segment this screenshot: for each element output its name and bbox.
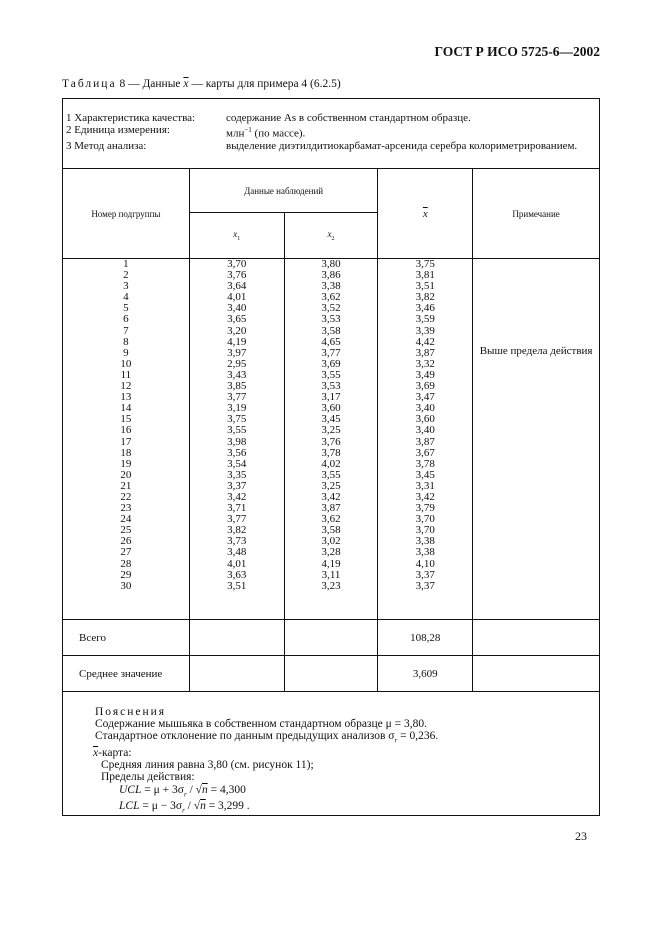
cell-x1: 4,01 <box>227 291 247 304</box>
cell-x2: 3,77 <box>321 346 341 359</box>
cell-xbar: 3,45 <box>415 468 435 481</box>
cell-xbar: 3,49 <box>415 368 435 381</box>
cell-x1: 3,40 <box>227 302 247 315</box>
characteristic-label: 1 Характеристика качества: <box>66 112 196 124</box>
cell-x1: 3,97 <box>227 346 247 359</box>
note-above-action-limit: Выше предела действия <box>479 345 593 357</box>
cell-x1: 3,56 <box>227 446 247 459</box>
header-mean: $\overline{x}$ <box>378 169 473 259</box>
notes-xbar-chart: $\overline{x}$-карта: <box>93 746 132 759</box>
cell-xbar: 3,59 <box>415 313 435 326</box>
cell-n: 4 <box>123 291 129 304</box>
header-note: Примечание <box>473 169 600 259</box>
cell-x2: 3,80 <box>321 258 341 270</box>
cell-n: 24 <box>120 513 132 526</box>
cell-x1: 3,73 <box>227 535 247 548</box>
cell-x1: 3,98 <box>227 435 247 448</box>
header-x2: $x_2$ <box>284 213 378 259</box>
cell-xbar: 3,47 <box>415 391 435 404</box>
cell-xbar: 3,87 <box>415 346 435 359</box>
characteristic-value: содержание As в собственном стандартном образце. <box>226 112 471 124</box>
cell-x2: 3,58 <box>321 324 341 337</box>
cell-x1: 3,76 <box>227 269 247 282</box>
cell-xbar: 3,42 <box>415 490 435 503</box>
cell-x2: 3,38 <box>321 280 341 293</box>
cell-x1: 3,42 <box>227 490 247 503</box>
cell-xbar: 3,37 <box>415 579 435 592</box>
cell-xbar: 3,38 <box>415 546 435 559</box>
cell-x2: 3,52 <box>321 302 341 315</box>
cell-xbar: 3,82 <box>415 291 435 304</box>
cell-x1: 3,19 <box>227 402 247 415</box>
unit-value: млн$^{-1}$ (по массе). <box>226 126 306 140</box>
cell-xbar: 3,81 <box>415 269 435 282</box>
explanations <box>95 706 438 817</box>
cell-xbar: 3,70 <box>415 513 435 526</box>
cell-x2: 3,69 <box>321 357 341 370</box>
cell-x2: 3,25 <box>321 424 341 437</box>
cell-n: 3 <box>123 280 129 293</box>
formula-ucl: UCL = $\mu + 3\sigma_r / √n = 4,300$ <box>119 783 246 798</box>
cell-x1: 4,19 <box>227 335 247 348</box>
cell-x2: 3,78 <box>321 446 341 459</box>
cell-xbar: 4,10 <box>415 557 435 570</box>
caption-prefix: Таблица <box>62 78 117 90</box>
cell-x2: 4,65 <box>321 335 341 348</box>
mean-label: Среднее значение <box>63 656 190 692</box>
cell-x1: 3,35 <box>227 468 247 481</box>
cell-xbar: 3,37 <box>415 568 435 581</box>
page-number: 23 <box>575 829 587 843</box>
cell-x2: 3,23 <box>321 579 341 592</box>
cell-x2: 3,17 <box>321 391 341 404</box>
cell-x2: 3,45 <box>321 413 341 426</box>
cell-n: 17 <box>120 435 132 448</box>
cell-xbar: 3,70 <box>415 524 435 537</box>
cell-x2: 3,86 <box>321 269 341 282</box>
cell-n: 14 <box>120 402 132 415</box>
cell-n: 9 <box>123 346 129 359</box>
cell-xbar: 4,42 <box>415 335 435 348</box>
cell-x2: 3,62 <box>321 513 341 526</box>
data-rows <box>63 259 600 620</box>
notes-std-deviation: Стандартное отклонение по данным предыдущих анализов $\sigma_r = 0,236$. <box>95 730 439 745</box>
total-value: 108,28 <box>378 620 473 656</box>
cell-xbar: 3,69 <box>415 380 435 393</box>
column-x1-values <box>190 259 284 592</box>
cell-n: 13 <box>120 391 132 404</box>
cell-x1: 3,55 <box>227 424 247 437</box>
cell-x1: 4,01 <box>227 557 247 570</box>
table-caption <box>62 78 341 90</box>
cell-n: 29 <box>120 568 132 581</box>
cell-x1: 3,54 <box>227 457 247 470</box>
cell-n: 23 <box>120 502 132 515</box>
cell-x1: 3,70 <box>227 258 247 270</box>
cell-x1: 3,82 <box>227 524 247 537</box>
header-observations: Данные наблюдений <box>189 169 378 213</box>
cell-xbar: 3,40 <box>415 402 435 415</box>
cell-x1: 3,20 <box>227 324 247 337</box>
cell-xbar: 3,39 <box>415 324 435 337</box>
caption-number: 8 <box>119 78 126 90</box>
cell-x1: 3,77 <box>227 391 247 404</box>
cell-xbar: 3,40 <box>415 424 435 437</box>
cell-n: 7 <box>123 324 129 337</box>
cell-xbar: 3,67 <box>415 446 435 459</box>
cell-xbar: 3,32 <box>415 357 435 370</box>
cell-x2: 4,02 <box>321 457 341 470</box>
cell-n: 30 <box>120 579 132 592</box>
cell-xbar: 3,46 <box>415 302 435 315</box>
cell-x2: 3,55 <box>321 368 341 381</box>
cell-x1: 3,48 <box>227 546 247 559</box>
mean-value: 3,609 <box>378 656 473 692</box>
cell-n: 26 <box>120 535 132 548</box>
cell-n: 5 <box>123 302 129 315</box>
cell-n: 8 <box>123 335 129 348</box>
cell-x1: 2,95 <box>227 357 247 370</box>
cell-x2: 3,60 <box>321 402 341 415</box>
cell-n: 19 <box>120 457 132 470</box>
header-x1: $x_1$ <box>189 213 284 259</box>
notes-action-limits: Пределы действия: <box>101 771 195 784</box>
cell-n: 16 <box>120 424 132 437</box>
cell-x1: 3,37 <box>227 479 247 492</box>
cell-n: 25 <box>120 524 132 537</box>
notes-title: Пояснения <box>95 706 167 718</box>
header-group-number: Номер подгруппы <box>63 169 190 259</box>
cell-x2: 3,62 <box>321 291 341 304</box>
cell-x1: 3,85 <box>227 380 247 393</box>
cell-n: 20 <box>120 468 132 481</box>
cell-x1: 3,71 <box>227 502 247 515</box>
cell-n: 27 <box>120 546 132 559</box>
cell-n: 1 <box>123 258 129 270</box>
cell-n: 6 <box>123 313 129 326</box>
cell-xbar: 3,78 <box>415 457 435 470</box>
unit-label: 2 Единица измерения: <box>66 124 170 136</box>
cell-n: 15 <box>120 413 132 426</box>
cell-x2: 3,42 <box>321 490 341 503</box>
cell-x2: 3,25 <box>321 479 341 492</box>
cell-n: 21 <box>120 479 132 492</box>
total-label: Всего <box>63 620 190 656</box>
cell-x2: 4,19 <box>321 557 341 570</box>
cell-xbar: 3,38 <box>415 535 435 548</box>
document-standard-number: ГОСТ Р ИСО 5725-6—2002 <box>434 44 600 59</box>
cell-x1: 3,63 <box>227 568 247 581</box>
characteristics-block <box>66 112 577 152</box>
cell-xbar: 3,79 <box>415 502 435 515</box>
cell-x1: 3,43 <box>227 368 247 381</box>
cell-x2: 3,55 <box>321 468 341 481</box>
caption-text-after: — карты для примера 4 (6.2.5) <box>191 78 341 90</box>
cell-x1: 3,75 <box>227 413 247 426</box>
cell-xbar: 3,51 <box>415 280 435 293</box>
cell-n: 28 <box>120 557 132 570</box>
cell-n: 2 <box>123 269 129 282</box>
column-xbar-values <box>378 259 472 592</box>
cell-x2: 3,76 <box>321 435 341 448</box>
column-x2-values <box>285 259 378 592</box>
cell-x2: 3,02 <box>321 535 341 548</box>
cell-xbar: 3,60 <box>415 413 435 426</box>
cell-x2: 3,87 <box>321 502 341 515</box>
cell-x1: 3,51 <box>227 579 247 592</box>
column-group-numbers <box>63 259 189 592</box>
cell-x1: 3,64 <box>227 280 247 293</box>
notes-center-line: Средняя линия равна 3,80 (см. рисунок 11); <box>101 759 314 772</box>
caption-xbar-symbol: $\overline{x}$ <box>183 78 189 90</box>
cell-n: 10 <box>120 357 132 370</box>
cell-x2: 3,28 <box>321 546 341 559</box>
notes-arsenic-content: Содержание мышьяка в собственном стандартном образце μ = 3,80. <box>95 718 427 731</box>
formula-lcl: LCL = $\mu - 3\sigma_r / √n = 3,299$ . <box>119 800 250 815</box>
cell-x1: 3,77 <box>227 513 247 526</box>
cell-n: 12 <box>120 380 132 393</box>
method-value: выделение диэтилдитиокарбамат-арсенида серебра колориметрированием. <box>226 139 578 152</box>
cell-xbar: 3,75 <box>415 258 435 270</box>
cell-x2: 3,53 <box>321 380 341 393</box>
data-table <box>62 168 600 692</box>
cell-x2: 3,11 <box>321 568 341 581</box>
cell-n: 18 <box>120 446 132 459</box>
cell-xbar: 3,87 <box>415 435 435 448</box>
cell-x2: 3,53 <box>321 313 341 326</box>
cell-xbar: 3,31 <box>415 479 435 492</box>
cell-x1: 3,65 <box>227 313 247 326</box>
cell-x2: 3,58 <box>321 524 341 537</box>
method-label: 3 Метод анализа: <box>66 139 147 152</box>
caption-text-before: — Данные <box>128 78 181 90</box>
cell-n: 22 <box>120 490 132 503</box>
cell-n: 11 <box>120 368 132 381</box>
